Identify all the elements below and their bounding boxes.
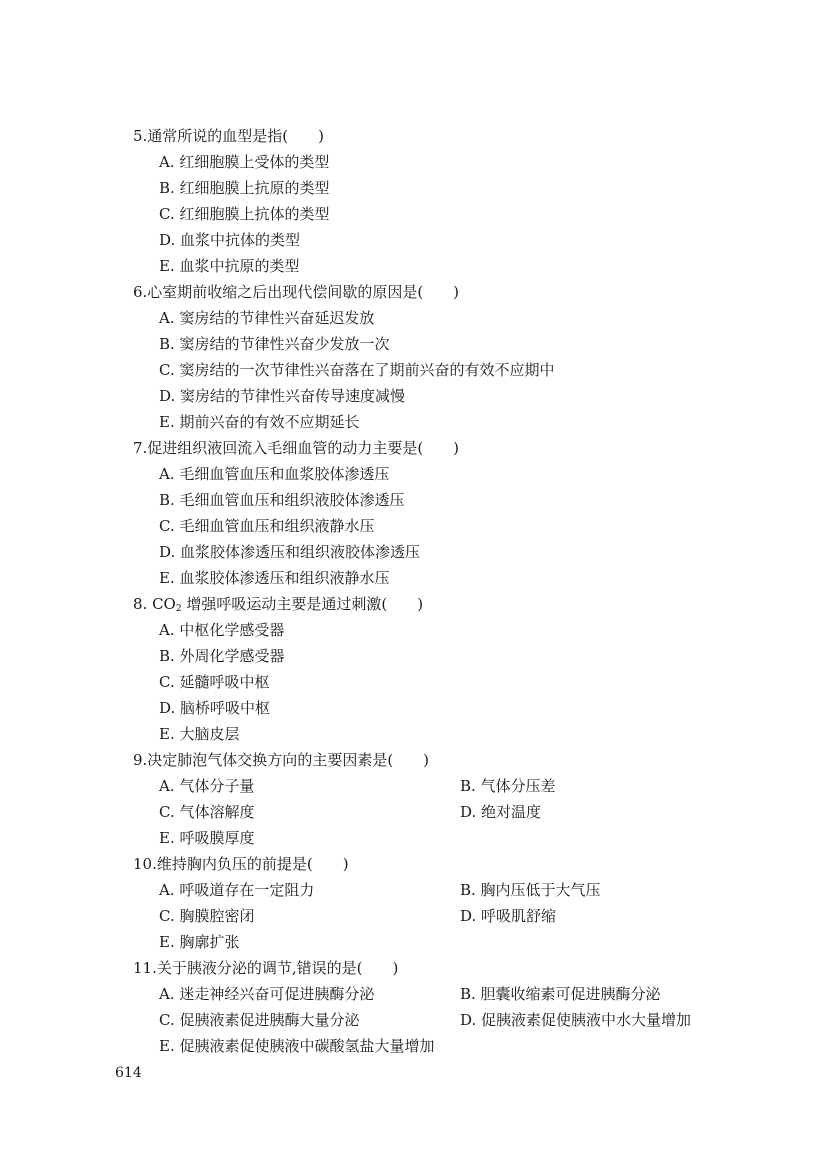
question-8-option-c: C. 延髓呼吸中枢 <box>159 673 270 691</box>
question-9-option-b: B. 气体分压差 <box>460 777 556 795</box>
question-7-option-b: B. 毛细血管血压和组织液胶体渗透压 <box>159 491 405 509</box>
question-9-option-d: D. 绝对温度 <box>460 803 542 821</box>
question-9-stem: 9.决定肺泡气体交换方向的主要因素是( ) <box>133 751 430 769</box>
question-5-option-d: D. 血浆中抗体的类型 <box>159 231 301 249</box>
question-8-stem-prefix: 8. CO <box>133 595 176 613</box>
question-8-stem-suffix: 增强呼吸运动主要是通过刺激( ) <box>181 595 424 613</box>
question-7-stem: 7.促进组织液回流入毛细血管的动力主要是( ) <box>133 439 460 457</box>
question-10-option-a: A. 呼吸道存在一定阻力 <box>159 881 315 899</box>
question-6-option-a: A. 窦房结的节律性兴奋延迟发放 <box>159 309 375 327</box>
question-8-option-b: B. 外周化学感受器 <box>159 647 285 665</box>
question-8-stem <box>133 592 423 616</box>
question-9-option-c: C. 气体溶解度 <box>159 803 255 821</box>
question-5-option-e: E. 血浆中抗原的类型 <box>159 257 300 275</box>
question-9-option-e: E. 呼吸膜厚度 <box>159 829 255 847</box>
question-6-option-c: C. 窦房结的一次节律性兴奋落在了期前兴奋的有效不应期中 <box>159 361 555 379</box>
question-5-option-a: A. 红细胞膜上受体的类型 <box>159 153 330 171</box>
question-5-option-c: C. 红细胞膜上抗体的类型 <box>159 205 330 223</box>
question-6-stem: 6.心室期前收缩之后出现代偿间歇的原因是( ) <box>133 283 460 301</box>
question-11-option-c: C. 促胰液素促进胰酶大量分泌 <box>159 1011 360 1029</box>
question-6-option-e: E. 期前兴奋的有效不应期延长 <box>159 413 360 431</box>
question-7-option-e: E. 血浆胶体渗透压和组织液静水压 <box>159 569 390 587</box>
question-10-option-c: C. 胸膜腔密闭 <box>159 907 255 925</box>
question-11-option-e: E. 促胰液素促使胰液中碳酸氢盐大量增加 <box>159 1037 435 1055</box>
question-6-option-d: D. 窦房结的节律性兴奋传导速度减慢 <box>159 387 406 405</box>
question-11-option-d: D. 促胰液素促使胰液中水大量增加 <box>460 1011 692 1029</box>
question-11-option-a: A. 迷走神经兴奋可促进胰酶分泌 <box>159 985 375 1003</box>
question-5-stem: 5.通常所说的血型是指( ) <box>133 127 325 145</box>
question-8-option-d: D. 脑桥呼吸中枢 <box>159 699 271 717</box>
question-10-option-e: E. 胸廓扩张 <box>159 933 240 951</box>
question-10-option-d: D. 呼吸肌舒缩 <box>460 907 557 925</box>
question-9-option-a: A. 气体分子量 <box>159 777 255 795</box>
question-7-option-d: D. 血浆胶体渗透压和组织液胶体渗透压 <box>159 543 421 561</box>
question-11-option-b: B. 胆囊收缩素可促进胰酶分泌 <box>460 985 661 1003</box>
question-8-option-a: A. 中枢化学感受器 <box>159 621 285 639</box>
page-number: 614 <box>115 1065 142 1081</box>
question-5-option-b: B. 红细胞膜上抗原的类型 <box>159 179 330 197</box>
question-7-option-c: C. 毛细血管血压和组织液静水压 <box>159 517 375 535</box>
question-10-stem: 10.维持胸内负压的前提是( ) <box>133 855 349 873</box>
question-10-option-b: B. 胸内压低于大气压 <box>460 881 601 899</box>
question-8-option-e: E. 大脑皮层 <box>159 725 240 743</box>
question-8-stem-subscript: 2 <box>175 604 182 614</box>
question-7-option-a: A. 毛细血管血压和血浆胶体渗透压 <box>159 465 390 483</box>
question-11-stem: 11.关于胰液分泌的调节,错误的是( ) <box>133 959 399 977</box>
question-6-option-b: B. 窦房结的节律性兴奋少发放一次 <box>159 335 390 353</box>
